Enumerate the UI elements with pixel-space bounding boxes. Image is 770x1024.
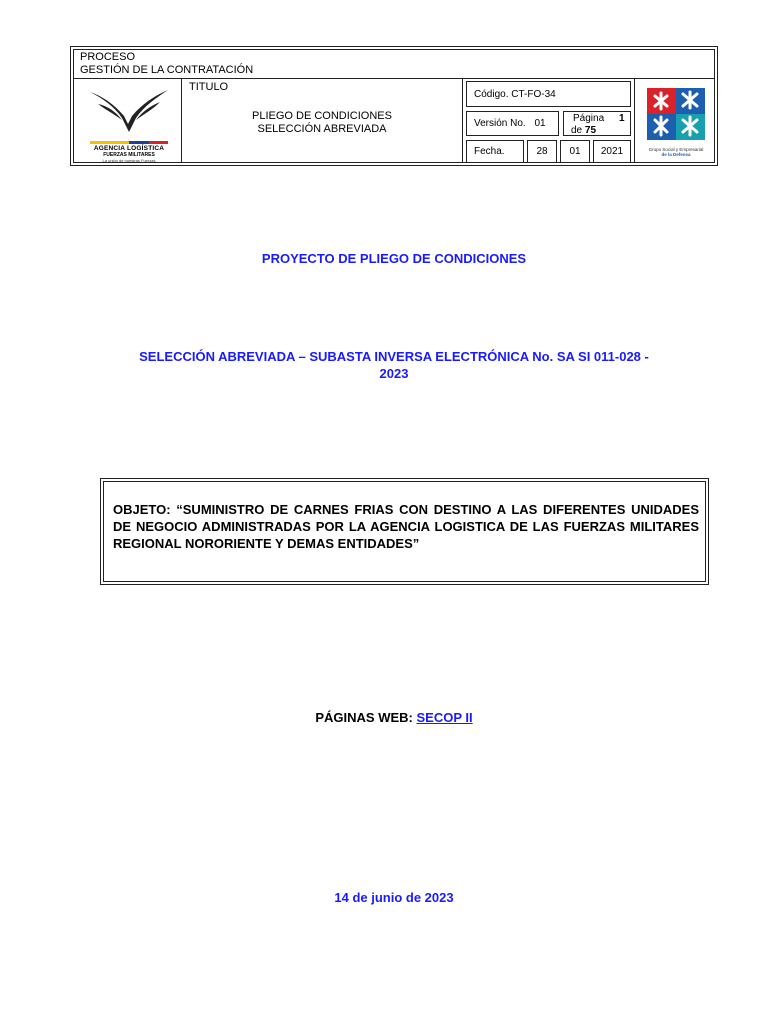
- subtitle-line1: SELECCIÓN ABREVIADA – SUBASTA INVERSA ELECTRÓNICA No. SA SI 011-028 -: [139, 349, 649, 364]
- codigo-text: Código. CT-FO-34: [474, 89, 556, 100]
- grupo-social-logo: [645, 88, 707, 158]
- star-emblem-icon: [647, 88, 705, 140]
- fecha-label: Fecha.: [474, 146, 505, 157]
- fecha-dia-cell: [527, 140, 557, 163]
- secop-link[interactable]: SECOP II: [416, 710, 473, 725]
- pagina-num: 1: [619, 113, 625, 124]
- pagina-label: Página: [573, 113, 605, 124]
- title-divider: [462, 78, 463, 163]
- subtitle-line2: 2023: [379, 366, 409, 381]
- titulo-label: TITULO: [189, 81, 229, 93]
- fecha-dia: 28: [536, 146, 548, 157]
- version-cell: [466, 111, 559, 136]
- paginas-web-label: PÁGINAS WEB:: [315, 710, 413, 725]
- titulo-line2: SELECCIÓN ABREVIADA: [257, 123, 387, 135]
- fecha-anio-cell: [593, 140, 631, 163]
- document-date: 14 de junio de 2023: [334, 890, 454, 905]
- pagina-cell: [563, 111, 631, 136]
- version-value: 01: [534, 118, 546, 129]
- titulo-line1: PLIEGO DE CONDICIONES: [252, 110, 392, 122]
- paginas-web-line: [0, 710, 770, 725]
- objeto-text: OBJETO: “SUMINISTRO DE CARNES FRIAS CON DESTINO A LAS DIFERENTES UNIDADES DE NEGOCIO ADMINISTRADAS POR LA AGENCIA LOGISTICA DE LAS FUERZAS MILITARES REGIONAL NORORIENTE Y DEMAS ENTIDADES”: [113, 502, 699, 551]
- fecha-mes: 01: [569, 146, 581, 157]
- grupo-social-text-line1: Grupo Social y Empresarial: [648, 147, 704, 152]
- fecha-anio: 2021: [600, 146, 624, 157]
- eagle-emblem-icon: [84, 84, 174, 136]
- proceso-label: PROCESO: [80, 51, 136, 63]
- proceso-value: GESTIÓN DE LA CONTRATACIÓN: [80, 64, 254, 76]
- fecha-mes-cell: [560, 140, 590, 163]
- logo-text-line1: AGENCIA LOGÍSTICA: [93, 145, 165, 152]
- logo-tagline: La unión de nuestras Fuerzas: [102, 158, 156, 163]
- fecha-label-cell: [466, 140, 524, 163]
- logo-text-line2: FUERZAS MILITARES: [103, 152, 155, 158]
- pagina-total: 75: [584, 125, 597, 136]
- agencia-logistica-logo: [84, 84, 174, 163]
- codigo-cell: [466, 81, 631, 107]
- grupo-social-text-line2: de la Defensa: [661, 152, 691, 157]
- version-label: Versión No.: [474, 118, 526, 129]
- header-divider: [73, 78, 715, 79]
- flag-stripe: [90, 141, 168, 144]
- page-title: PROYECTO DE PLIEGO DE CONDICIONES: [261, 251, 527, 266]
- pagina-de: de: [571, 125, 583, 136]
- right-logo-divider: [634, 78, 635, 163]
